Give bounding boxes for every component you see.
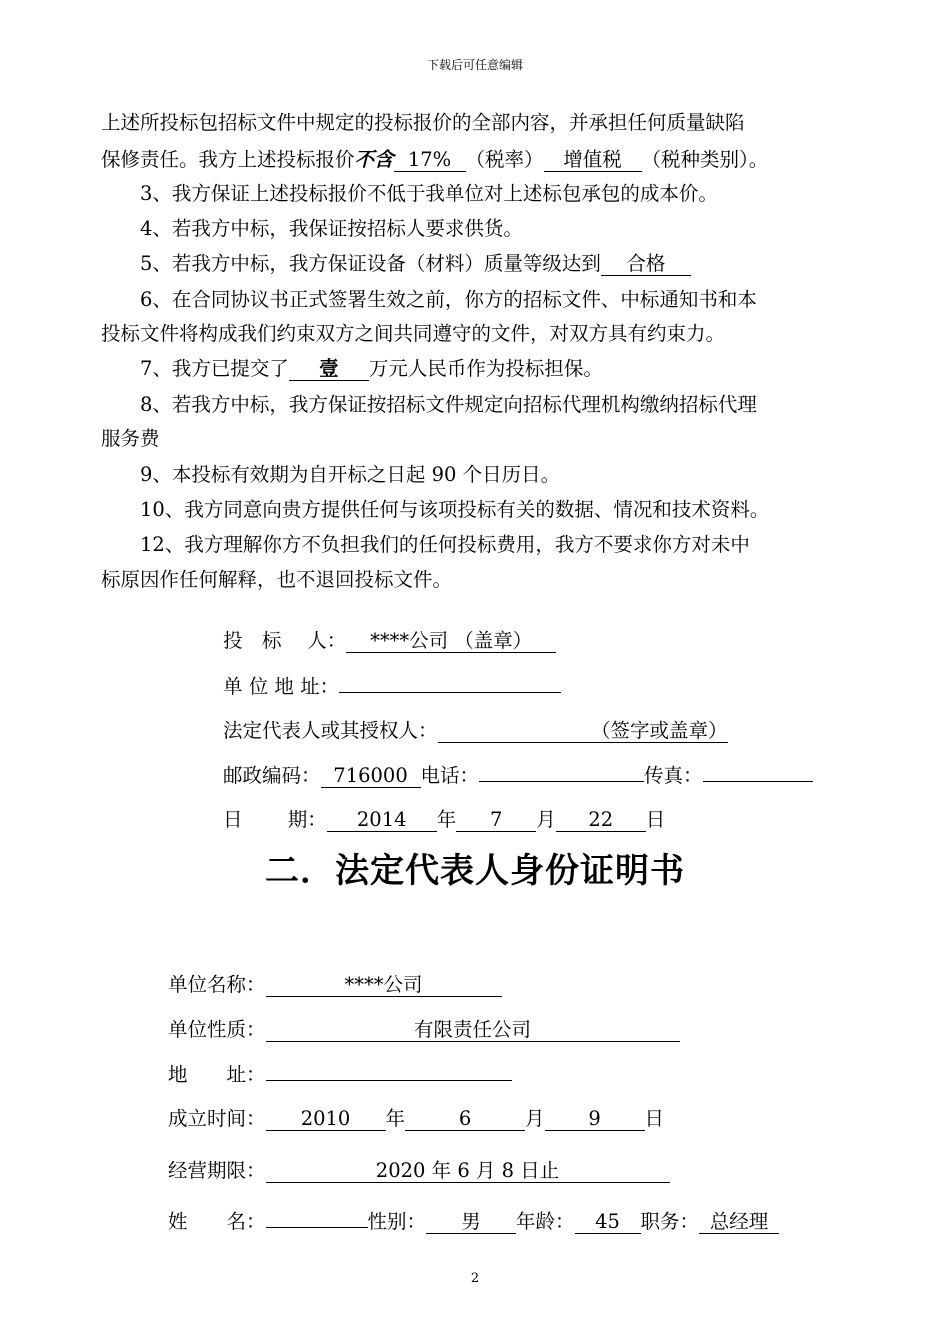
paragraph-1-line-1: 上述所投标包招标文件中规定的投标报价的全部内容，并承担任何质量缺陷 [101, 111, 745, 134]
tax-exclusion-label: 不含 [354, 148, 394, 171]
contact-row [223, 760, 813, 788]
year-unit: 年 [436, 808, 457, 831]
operating-term-label: 经营期限： [168, 1159, 266, 1182]
founded-year: 2010 [266, 1108, 386, 1131]
tax-type-field: 增值税 [544, 149, 642, 172]
paragraph-8-line-1: 8、若我方中标，我方保证按招标文件规定向招标代理机构缴纳招标代理 [140, 393, 757, 416]
guarantee-amount-field: 壹 [289, 358, 369, 381]
day-unit: 日 [645, 808, 666, 831]
fax-label: 传真： [644, 764, 703, 787]
text-segment: （税率） [465, 148, 544, 171]
quality-grade-field: 合格 [601, 253, 691, 276]
text-segment: 万元人民币作为投标担保。 [368, 357, 603, 380]
person-name-label: 姓 名： [168, 1210, 266, 1233]
position-label: 职务： [640, 1210, 700, 1233]
zip-label: 邮政编码： [223, 764, 321, 787]
company-name-row [168, 969, 502, 997]
founded-day: 9 [545, 1108, 645, 1131]
fax-value [703, 781, 813, 782]
paragraph-5 [140, 248, 691, 276]
operating-term-value: 2020 年 6 月 8 日止 [266, 1160, 670, 1183]
text-segment: 保修责任。我方上述投标报价 [101, 148, 355, 171]
text-segment: 5、若我方中标，我方保证设备（材料）质量等级达到 [140, 252, 601, 275]
founded-month: 6 [405, 1108, 525, 1131]
address-row [223, 671, 561, 699]
day-unit: 日 [644, 1107, 665, 1130]
paragraph-1-line-2 [101, 144, 768, 172]
paragraph-12-line-1: 12、我方理解你方不负担我们的任何投标费用，我方不要求你方对未中 [140, 533, 750, 556]
paragraph-6-line-2: 投标文件将构成我们约束双方之间共同遵守的文件，对双方具有约束力。 [101, 322, 726, 345]
bidder-label: 投 标 人： [223, 629, 347, 652]
age-value: 45 [575, 1211, 641, 1234]
phone-value [479, 781, 644, 782]
month-unit: 月 [536, 808, 556, 831]
text-segment: （税种类别）。 [641, 148, 769, 171]
year-unit: 年 [385, 1107, 406, 1130]
date-label: 日 期： [223, 808, 327, 831]
bidder-value: ****公司 （盖章） [346, 630, 556, 653]
company-nature-value: 有限责任公司 [266, 1019, 680, 1042]
company-address-value [266, 1080, 512, 1081]
bidder-row [223, 625, 556, 653]
paragraph-4: 4、若我方中标，我保证按招标人要求供货。 [140, 217, 523, 240]
paragraph-10: 10、我方同意向贵方提供任何与该项投标有关的数据、情况和技术资料。 [140, 498, 770, 521]
page-number: 2 [470, 1271, 480, 1286]
person-row [168, 1206, 779, 1234]
paragraph-12-line-2: 标原因作任何解释，也不退回投标文件。 [101, 568, 453, 591]
date-row [223, 804, 665, 832]
founded-row [168, 1103, 664, 1131]
date-year: 2014 [327, 809, 437, 832]
person-name-value [266, 1227, 368, 1228]
operating-term-row [168, 1155, 670, 1183]
company-address-label: 地 址： [168, 1063, 266, 1086]
month-unit: 月 [525, 1107, 545, 1130]
founded-label: 成立时间： [168, 1107, 266, 1130]
paragraph-9: 9、本投标有效期为自开标之日起 90 个日历日。 [140, 463, 561, 486]
company-nature-label: 单位性质： [168, 1018, 266, 1041]
text-segment: 7、我方已提交了 [140, 357, 289, 380]
position-value: 总经理 [699, 1211, 779, 1234]
representative-label: 法定代表人或其授权人： [223, 719, 438, 742]
date-month: 7 [456, 809, 536, 832]
paragraph-3: 3、我方保证上述投标报价不低于我单位对上述标包承包的成本价。 [140, 182, 718, 205]
tax-rate-field: 17% [394, 149, 466, 172]
date-day: 22 [556, 809, 646, 832]
representative-value: （签字或盖章） [438, 720, 728, 743]
phone-label: 电话： [420, 764, 480, 787]
age-label: 年龄： [516, 1210, 575, 1233]
representative-row [223, 715, 728, 743]
zip-value: 716000 [321, 765, 421, 788]
paragraph-7 [140, 353, 603, 381]
company-name-value: ****公司 [266, 974, 502, 997]
address-label: 单 位 地 址： [223, 675, 340, 698]
paragraph-8-line-2: 服务费 [101, 427, 160, 450]
gender-value: 男 [426, 1211, 516, 1234]
section-title: 二．法定代表人身份证明书 [265, 851, 685, 891]
company-address-row [168, 1059, 512, 1087]
page-header: 下载后可任意编辑 [426, 58, 523, 72]
company-name-label: 单位名称： [168, 973, 266, 996]
paragraph-6-line-1: 6、在合同协议书正式签署生效之前，你方的招标文件、中标通知书和本 [140, 288, 757, 311]
company-nature-row [168, 1014, 680, 1042]
address-value [339, 692, 561, 693]
gender-label: 性别： [367, 1210, 427, 1233]
